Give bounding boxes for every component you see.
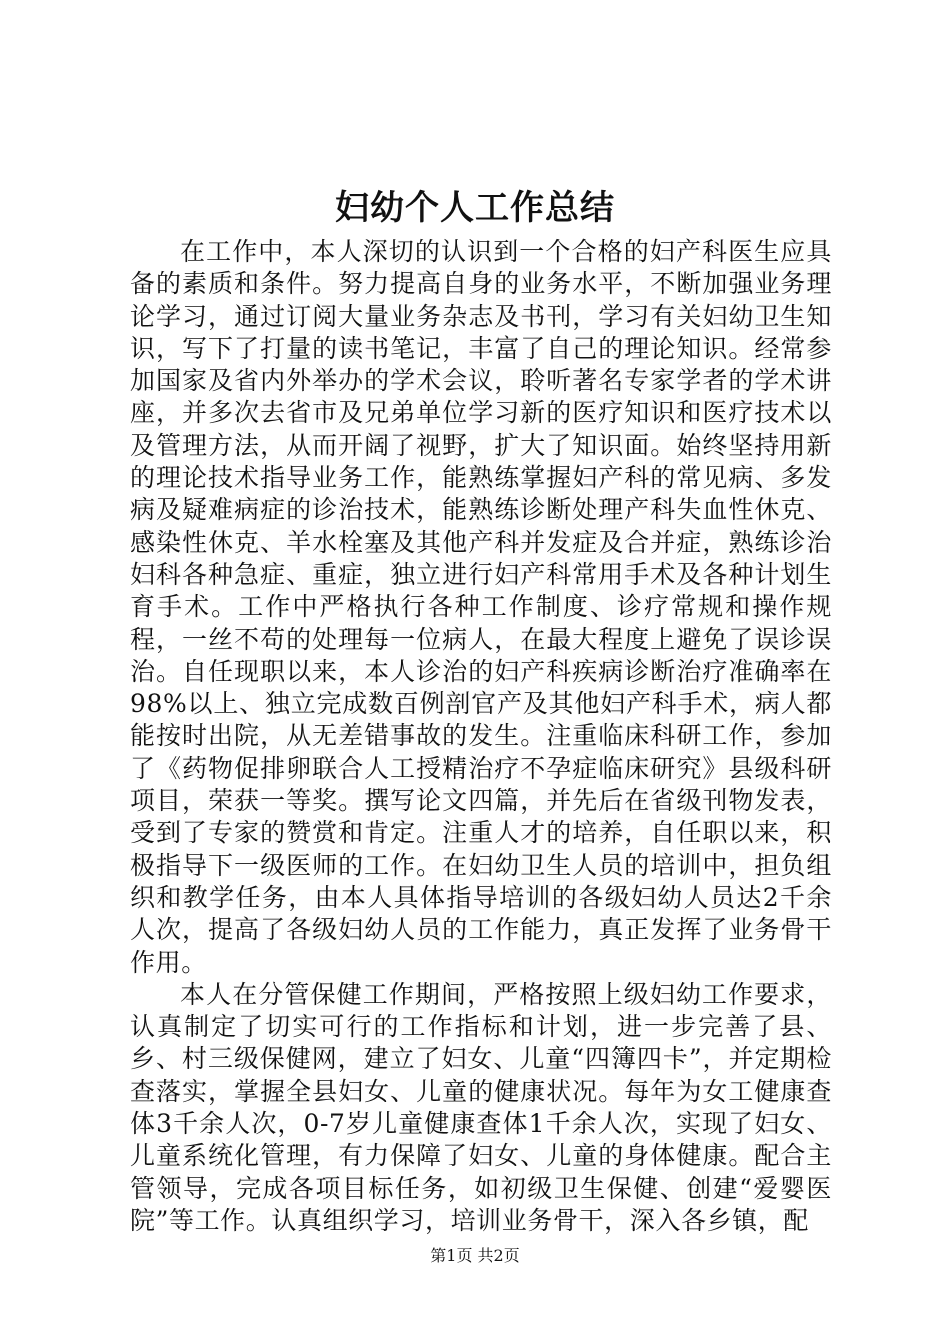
document-title: 妇幼个人工作总结: [335, 188, 615, 228]
paragraph-1: 在工作中，本人深切的认识到一个合格的妇产科医生应具备的素质和条件。努力提高自身的业务水平，不断加强业务理论学习，通过订阅大量业务杂志及书刊，学习有关妇幼卫生知识，写下了打量的读书笔记，丰富了自己的理论知识。经常参加国家及省内外举办的学术会议，聆听著名专家学者的学术讲座，并多次去省市及兄弟单位学习新的医疗知识和医疗技术以及管理方法，从而开阔了视野，扩大了知识面。始终坚持用新的理论技术指导业务工作，能熟练掌握妇产科的常见病、多发病及疑难病症的诊治技术，能熟练诊断处理产科失血性休克、感染性休克、羊水栓塞及其他产科并发症及合并症，熟练诊治妇科各种急症、重症，独立进行妇产科常用手术及各种计划生育手术。工作中严格执行各种工作制度、诊疗常规和操作规程，一丝不苟的处理每一位病人，在最大程度上避免了误诊误治。自任现职以来，本人诊治的妇产科疾病诊断治疗准确率在98%以上、独立完成数百例剖官产及其他妇产科手术，病人都能按时出院，从无差错事故的发生。注重临床科研工作，参加了《药物促排卵联合人工授精治疗不孕症临床研究》县级科研项目，荣获一等奖。撰写论文四篇，并先后在省级刊物发表，受到了专家的赞赏和肯定。注重人才的培养，自任职以来，积极指导下一级医师的工作。在妇幼卫生人员的培训中，担负组织和教学任务，由本人具体指导培训的各级妇幼人员达2千余人次，提高了各级妇幼人员的工作能力，真正发挥了业务骨干作用。: [130, 237, 832, 977]
paragraph-2: 本人在分管保健工作期间，严格按照上级妇幼工作要求，认真制定了切实可行的工作指标和计划，进一步完善了县、乡、村三级保健网，建立了妇女、儿童“四簿四卡”，并定期检查落实，掌握全县妇女、儿童的健康状况。每年为女工健康查体3千余人次，0-7岁儿童健康查体1千余人次，实现了妇女、儿童系统化管理，有力保障了妇女、儿童的身体健康。配合主管领导，完成各项目标任务，如初级卫生保健、创建“爱婴医院”等工作。认真组织学习，培训业务骨干，深入各乡镇，配: [130, 979, 832, 1235]
page-number-footer: 第1页 共2页: [430, 1246, 520, 1265]
document-body: [130, 236, 832, 1237]
